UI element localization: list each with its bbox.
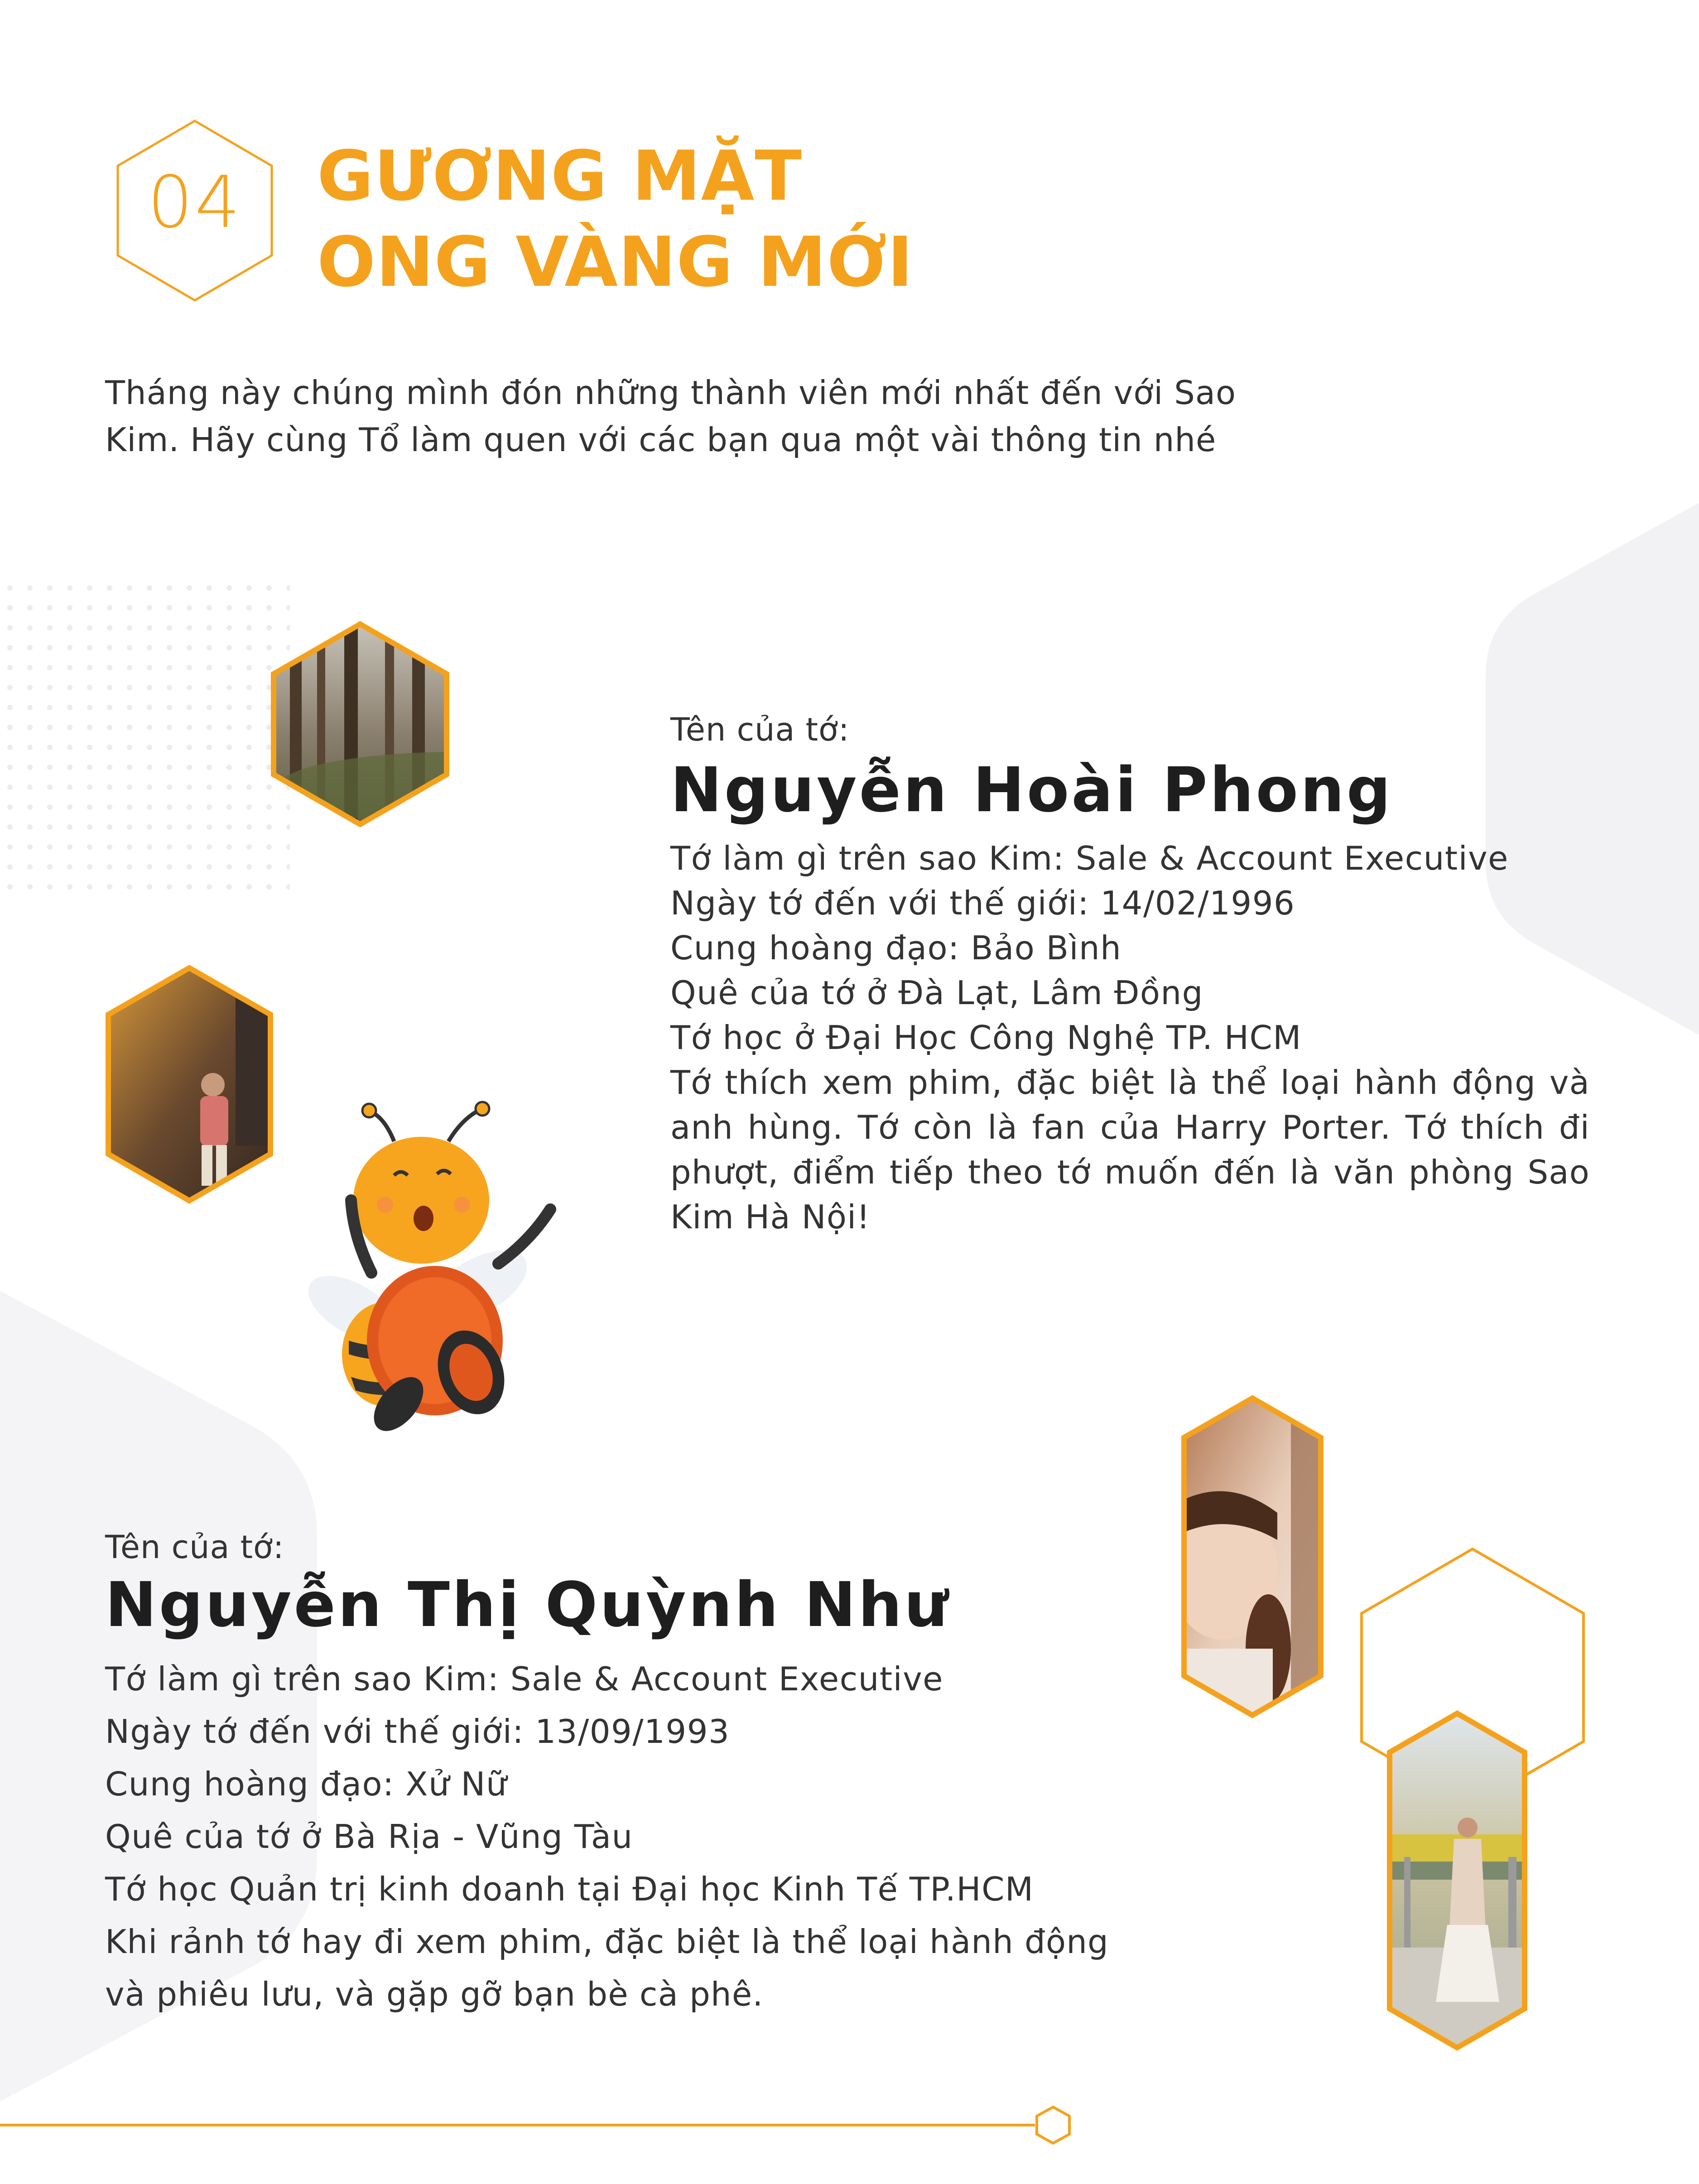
profile-name: Nguyễn Thị Quỳnh Như	[105, 1569, 951, 1641]
profile-school: Tớ học Quản trị kinh doanh tại Đại học Kinh Tế TP.HCM	[105, 1870, 1034, 1908]
section-number: 04	[147, 161, 242, 244]
dot-pattern	[0, 584, 290, 901]
footer-hexagon-icon	[1037, 2107, 1069, 2143]
intro-line-1: Tháng này chúng mình đón những thành viên mới nhất đến với Sao	[105, 374, 1237, 412]
profile-name: Nguyễn Hoài Phong	[670, 755, 1393, 826]
profile-nhu	[105, 1529, 1109, 2020]
profile-role: Tớ làm gì trên sao Kim: Sale & Account Executive	[105, 1660, 943, 1698]
bee-mascot-icon	[298, 1102, 550, 1440]
profile-hobby: Tớ thích xem phim, đặc biệt là thể loại hành động và anh hùng. Tớ còn là fan của Harry Porter. Tớ thích đi phượt, điểm tiếp theo tớ muốn đến là văn phòng Sao Kim Hà Nội!	[670, 1063, 1590, 1236]
section-title-line1: GƯƠNG MẶT	[317, 136, 802, 216]
profile-label: Tên của tớ:	[105, 1529, 284, 1566]
profile-phong	[670, 711, 1590, 1240]
profile-birthday: Ngày tớ đến với thế giới: 14/02/1996	[670, 884, 1295, 922]
photo-nhu-riverside	[1386, 1712, 1531, 2052]
profile-birthday: Ngày tớ đến với thế giới: 13/09/1993	[105, 1713, 730, 1751]
section-title-line2: ONG VÀNG MỚI	[317, 222, 914, 302]
profile-school: Tớ học ở Đại Học Công Nghệ TP. HCM	[670, 1019, 1302, 1057]
profile-hobby-line-1: Khi rảnh tớ hay đi xem phim, đặc biệt là thể loại hành động	[105, 1923, 1109, 1961]
photo-phong-forest	[272, 621, 639, 836]
profile-hometown: Quê của tớ ở Bà Rịa - Vũng Tàu	[105, 1818, 633, 1856]
intro-line-2: Kim. Hãy cùng Tổ làm quen với các bạn qua một vài thông tin nhé	[105, 421, 1217, 459]
profile-role: Tớ làm gì trên sao Kim: Sale & Account Executive	[670, 839, 1509, 877]
photo-nhu-selfie	[1169, 1395, 1327, 1721]
profile-zodiac: Cung hoàng đạo: Xử Nữ	[105, 1765, 508, 1803]
profile-hobby-line-2: và phiêu lưu, và gặp gỡ bạn bè cà phê.	[105, 1975, 764, 2013]
profile-hometown: Quê của tớ ở Đà Lạt, Lâm Đồng	[670, 974, 1203, 1012]
profile-zodiac: Cung hoàng đạo: Bảo Bình	[670, 929, 1122, 967]
intro-paragraph	[105, 369, 1237, 463]
profile-label: Tên của tớ:	[670, 711, 850, 748]
photo-phong-shop	[104, 965, 322, 1205]
